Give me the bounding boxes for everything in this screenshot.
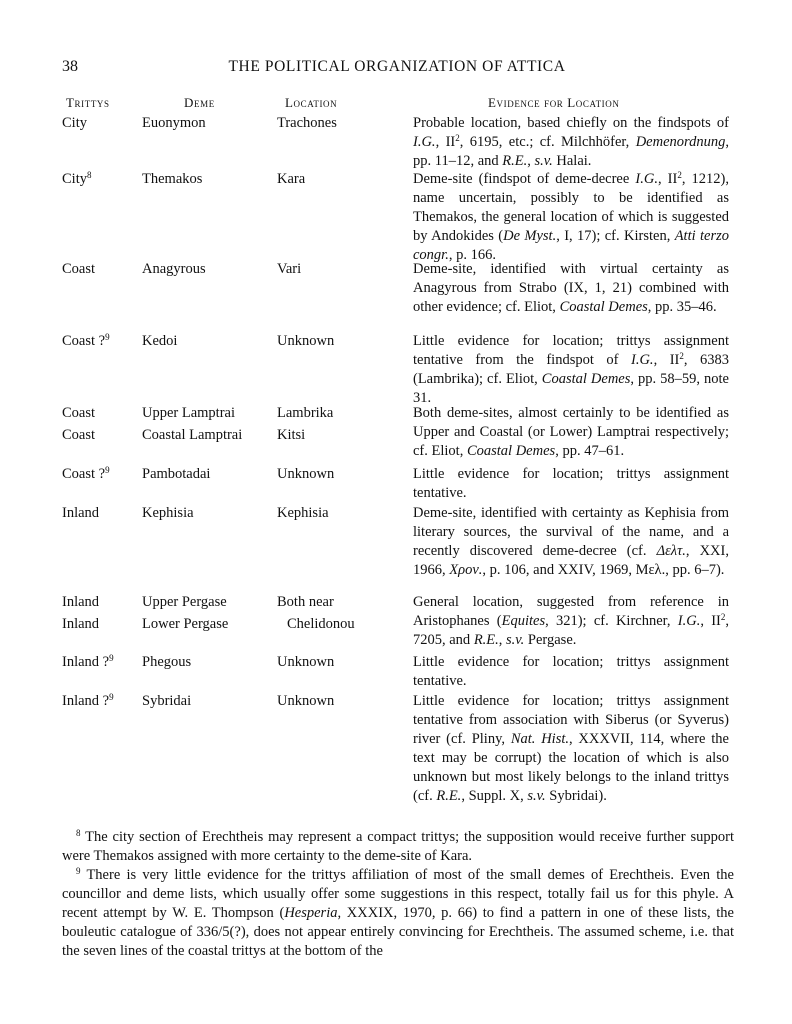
location-cell: Both near xyxy=(277,594,334,610)
trittys-cell: Inland xyxy=(62,616,100,632)
trittys-cell: Coast xyxy=(62,427,96,443)
deme-cell: Lower Pergase xyxy=(142,616,229,632)
deme-cell: Upper Pergase xyxy=(142,594,227,610)
location-cell: Kephisia xyxy=(277,505,329,521)
running-head xyxy=(62,58,732,80)
location-cell: Lambrika xyxy=(277,405,334,421)
trittys-cell: Inland ?$^9$ xyxy=(62,653,114,670)
evidence-sybridai: Little evidence for location; trittys assignment tentative from association with Siberus (or Syverus) river (cf. Pliny, Nat. Hist., XXXVII, 114, where the text may be corrupt) the location of which is also unknown but most likely belongs to the inland trittys (cf. R.E., Suppl. X, s.v. Sybridai). xyxy=(413,693,729,804)
trittys-cell: Inland xyxy=(62,594,100,610)
footnote-ref: 9 xyxy=(109,653,114,663)
evidence-lamptrai: Both deme-sites, almost certainly to be identified as Upper and Coastal (or Lower) Lamptrai respectively; cf. Eliot, Coastal Demes, pp. 47–61. xyxy=(413,405,729,459)
footnote-ref: 9 xyxy=(105,465,110,475)
trittys-cell: Coast ?$^9$ xyxy=(62,332,110,349)
location-cell: Vari xyxy=(277,261,302,277)
trittys-cell: Coast ?$^9$ xyxy=(62,465,110,482)
trittys-cell: City$^8$ xyxy=(62,170,92,187)
deme-cell: Phegous xyxy=(142,654,192,670)
page-number: 38 xyxy=(62,58,78,75)
footnote-ref: 8 xyxy=(86,170,92,180)
deme-cell: Sybridai xyxy=(142,693,192,709)
deme-cell: Kedoi xyxy=(142,333,178,349)
location-cell: Kitsi xyxy=(277,427,306,443)
evidence-kedoi: Little evidence for location; trittys assignment tentative from the findspot of I.G., $II^2$, 6383 (Lambrika); cf. Eliot, Coastal Demes, pp. 58–59, note 31. xyxy=(413,333,729,406)
evidence-euonymon: Probable location, based chiefly on the findspots of I.G., $II^2$, 6195, etc.; cf. Milchhöfer, Demenordnung, pp. 11–12, and R.E., s.v. Halai. xyxy=(413,115,729,169)
deme-cell: Kephisia xyxy=(142,505,194,521)
deme-cell: Upper Lamptrai xyxy=(142,405,236,421)
location-cell: Unknown xyxy=(277,693,335,709)
column-header-deme: Deme xyxy=(184,95,215,110)
evidence-pambotadai: Little evidence for location; trittys assignment tentative. xyxy=(413,466,729,501)
evidence-pergase: General location, suggested from reference in Aristophanes (Equites, 321); cf. Kirchner, I.G., $II^2$, 7205, and R.E., s.v. Pergase. xyxy=(413,594,729,648)
trittys-cell: City xyxy=(62,115,87,131)
evidence-themakos: Deme-site (findspot of deme-decree I.G., $II^2$, 1212), name uncertain, possibly to be identified as Themakos, the general location of which is suggested by Andokides (De Myst., I, 17); cf. Kirsten, Atti terzo congr., p. 166. xyxy=(413,170,730,263)
page-title: THE POLITICAL ORGANIZATION OF ATTICA xyxy=(228,58,566,75)
trittys-cell: Inland xyxy=(62,505,100,521)
location-cell: Unknown xyxy=(277,654,335,670)
evidence-phegous: Little evidence for location; trittys assignment tentative. xyxy=(413,654,729,689)
location-cell: Trachones xyxy=(277,115,337,131)
column-header-trittys: Trittys xyxy=(66,95,110,110)
evidence-anagyrous: Deme-site, identified with virtual certainty as Anagyrous from Strabo (IX, 1, 21) combined with other evidence; cf. Eliot, Coastal Demes, pp. 35–46. xyxy=(413,261,729,315)
deme-cell: Themakos xyxy=(142,171,203,187)
column-header-evidence: Evidence for Location xyxy=(488,95,620,110)
deme-cell: Anagyrous xyxy=(142,261,206,277)
location-cell: Unknown xyxy=(277,333,335,349)
trittys-cell: Inland ?$^9$ xyxy=(62,692,114,709)
location-cell: Chelidonou xyxy=(287,616,355,632)
footnote-ref: 9 xyxy=(105,332,110,342)
trittys-cell: Coast xyxy=(62,405,96,421)
location-cell: Unknown xyxy=(277,466,335,482)
deme-cell: Coastal Lamptrai xyxy=(142,427,243,443)
deme-cell: Euonymon xyxy=(142,115,206,131)
evidence-kephisia: Deme-site, identified with certainty as Kephisia from literary sources, the survival of the name, and a recently discovered deme-decree (cf. Δελτ., XXI, 1966, Χρον., p. 106, and XXIV, 1969, Μελ., pp. 6–7). xyxy=(413,505,729,578)
footnote-9: $^9$ There is very little evidence for the trittys affiliation of most of the small demes of Erechtheis. Even the councillor and deme lists, which usually offer some suggestions in this respect, totally fail us for this phyle. A recent attempt by W. E. Thompson (Hesperia, XXXIX, 1970, p. 66) to find a pattern in one of these lists, the bouleutic catalogue of 336/5(?), does not appear entirely convincing for Erechtheis. The assumed scheme, i.e. that the seven lines of the coastal trittys at the bottom of the xyxy=(62,866,734,959)
location-cell: Kara xyxy=(277,171,306,187)
trittys-cell: Coast xyxy=(62,261,96,277)
column-header-location: Location xyxy=(285,95,338,110)
deme-cell: Pambotadai xyxy=(142,466,211,482)
footnote-ref: 9 xyxy=(109,692,114,702)
footnote-8: $^8$ The city section of Erechtheis may represent a compact trittys; the supposition would receive further support were Themakos assigned with more certainty to the deme-site of Kara. xyxy=(62,828,734,864)
